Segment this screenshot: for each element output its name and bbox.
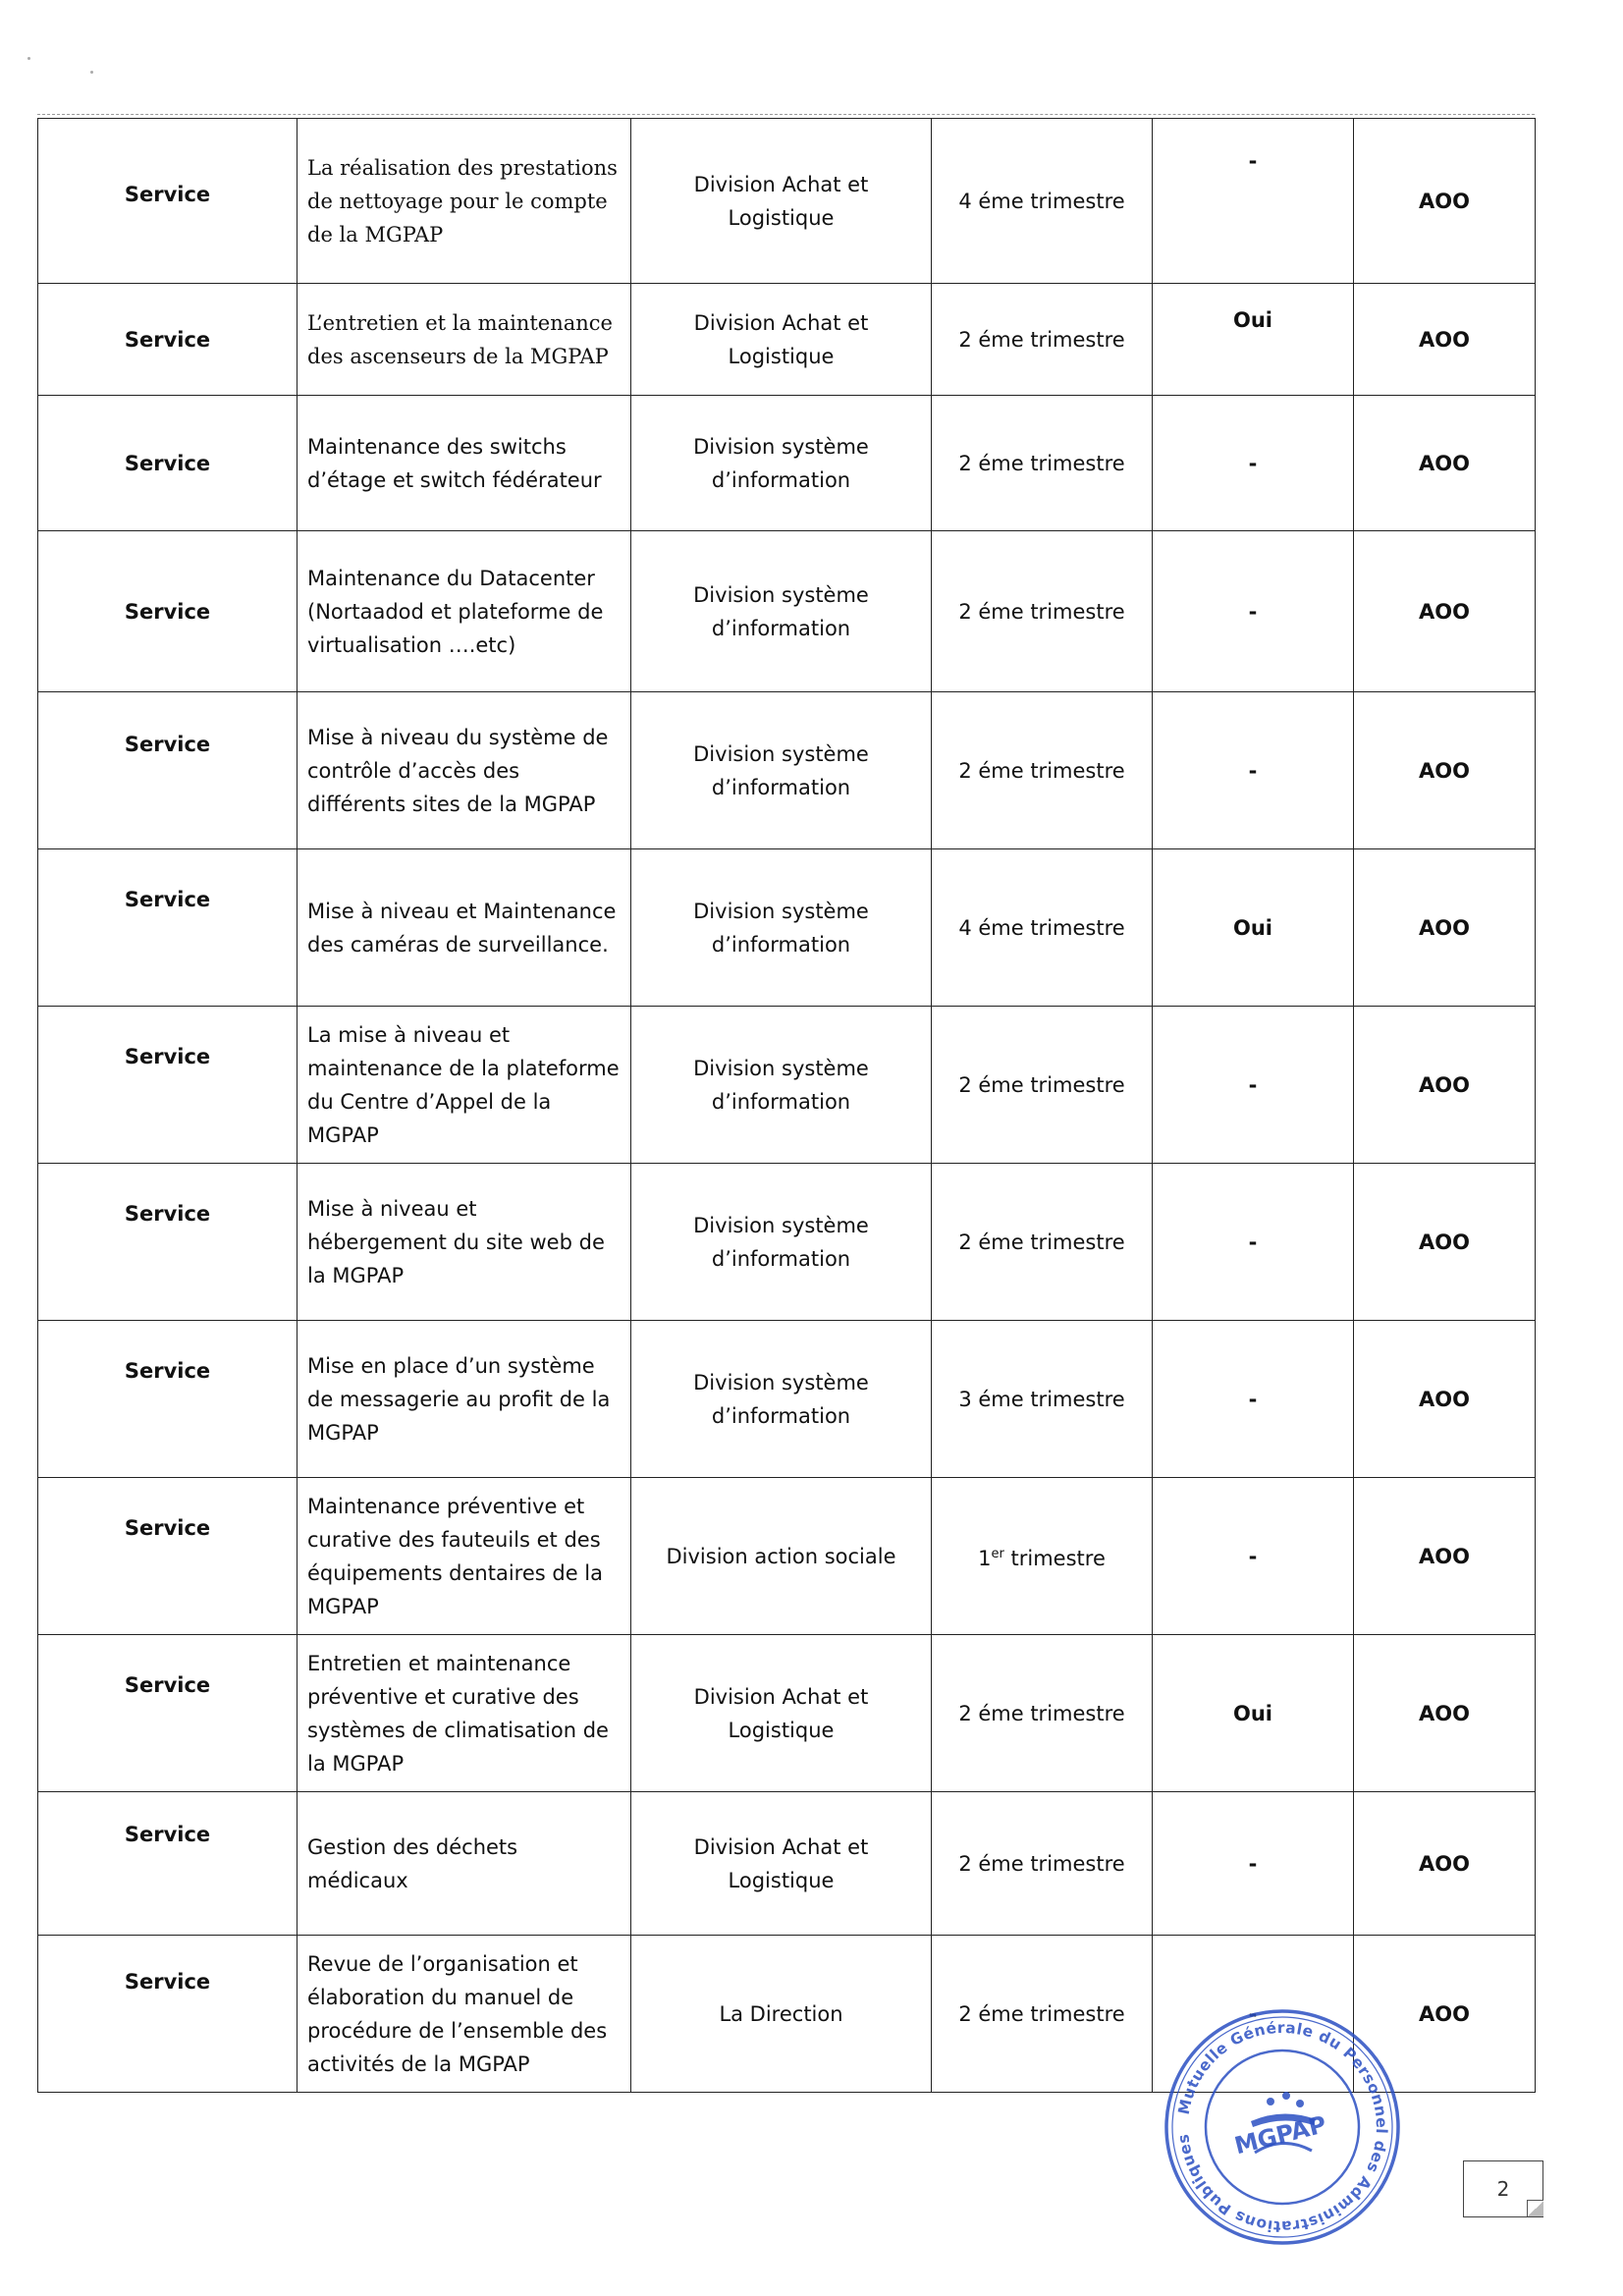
cell-objet: Mise en place d’un système de messagerie au profit de la MGPAP	[298, 1321, 631, 1478]
cell-division: Division système d’information	[631, 692, 932, 849]
periode-text: trimestre	[1003, 1546, 1106, 1570]
cell-periode: 2 éme trimestre	[932, 692, 1153, 849]
table-row	[38, 1792, 1536, 1936]
cell-periode	[932, 1478, 1153, 1635]
table-row	[38, 284, 1536, 396]
cell-reserve: -	[1153, 1792, 1354, 1936]
page-number: 2	[1463, 2160, 1543, 2217]
cell-nature: Service	[38, 396, 298, 531]
cell-objet: Maintenance préventive et curative des fauteuils et des équipements dentaires de la MGPAP	[298, 1478, 631, 1635]
cell-periode: 3 éme trimestre	[932, 1321, 1153, 1478]
cell-reserve: -	[1153, 396, 1354, 531]
cell-division: Division Achat et Logistique	[631, 119, 932, 284]
cell-periode: 2 éme trimestre	[932, 396, 1153, 531]
cell-objet: Mise à niveau et Maintenance des caméras de surveillance.	[298, 849, 631, 1007]
cell-periode: 2 éme trimestre	[932, 1164, 1153, 1321]
cell-nature: Service	[38, 119, 298, 284]
cell-division: Division système d’information	[631, 531, 932, 692]
scan-speck	[27, 57, 30, 60]
cell-objet: La mise à niveau et maintenance de la plateforme du Centre d’Appel de la MGPAP	[298, 1007, 631, 1164]
cell-periode: 2 éme trimestre	[932, 1936, 1153, 2093]
cell-periode: 2 éme trimestre	[932, 1007, 1153, 1164]
cell-division: Division système d’information	[631, 396, 932, 531]
top-rule	[37, 114, 1535, 115]
cell-nature: Service	[38, 1321, 298, 1478]
cell-reserve: -	[1153, 1164, 1354, 1321]
cell-division: Division action sociale	[631, 1478, 932, 1635]
procurement-plan-table	[37, 118, 1536, 2093]
cell-periode: 2 éme trimestre	[932, 531, 1153, 692]
table-row	[38, 849, 1536, 1007]
cell-mode: AOO	[1354, 1936, 1536, 2093]
cell-mode: AOO	[1354, 396, 1536, 531]
cell-mode: AOO	[1354, 1164, 1536, 1321]
cell-reserve: -	[1153, 1478, 1354, 1635]
cell-mode: AOO	[1354, 1635, 1536, 1792]
cell-mode: AOO	[1354, 119, 1536, 284]
cell-nature: Service	[38, 531, 298, 692]
cell-objet: Maintenance des switchs d’étage et switch fédérateur	[298, 396, 631, 531]
cell-mode: AOO	[1354, 1478, 1536, 1635]
cell-periode: 2 éme trimestre	[932, 1635, 1153, 1792]
stamp-seal-icon	[1161, 2005, 1404, 2249]
cell-objet: Gestion des déchets médicaux	[298, 1792, 631, 1936]
cell-mode: AOO	[1354, 1321, 1536, 1478]
cell-objet: Mise à niveau du système de contrôle d’accès des différents sites de la MGPAP	[298, 692, 631, 849]
cell-division: La Direction	[631, 1936, 932, 2093]
table-row	[38, 692, 1536, 849]
cell-objet: Revue de l’organisation et élaboration du manuel de procédure de l’ensemble des activités de la MGPAP	[298, 1936, 631, 2093]
table-row	[38, 1321, 1536, 1478]
cell-objet: Maintenance du Datacenter (Nortaadod et plateforme de virtualisation ….etc)	[298, 531, 631, 692]
cell-mode: AOO	[1354, 1007, 1536, 1164]
stamp-outer-text: Mutuelle Générale du Personnel des Administrations Publiques	[1174, 2018, 1391, 2236]
cell-reserve: Oui	[1153, 1635, 1354, 1792]
cell-nature: Service	[38, 1007, 298, 1164]
cell-mode: AOO	[1354, 284, 1536, 396]
cell-nature: Service	[38, 1478, 298, 1635]
cell-nature: Service	[38, 692, 298, 849]
cell-division: Division Achat et Logistique	[631, 1635, 932, 1792]
cell-division: Division système d’information	[631, 1007, 932, 1164]
table-row	[38, 1007, 1536, 1164]
cell-division: Division Achat et Logistique	[631, 284, 932, 396]
cell-division: Division système d’information	[631, 1321, 932, 1478]
table-row	[38, 119, 1536, 284]
cell-reserve: -	[1153, 1936, 1354, 2093]
cell-nature: Service	[38, 1164, 298, 1321]
table-row	[38, 1635, 1536, 1792]
mgpap-stamp	[1161, 2005, 1404, 2249]
cell-periode: 2 éme trimestre	[932, 284, 1153, 396]
cell-objet: Entretien et maintenance préventive et curative des systèmes de climatisation de la MGPAP	[298, 1635, 631, 1792]
table-row	[38, 1478, 1536, 1635]
scan-speck	[90, 71, 93, 74]
cell-objet: Mise à niveau et hébergement du site web de la MGPAP	[298, 1164, 631, 1321]
cell-mode: AOO	[1354, 531, 1536, 692]
cell-mode: AOO	[1354, 849, 1536, 1007]
periode-number: 1	[978, 1546, 992, 1570]
cell-nature: Service	[38, 849, 298, 1007]
cell-division: Division système d’information	[631, 849, 932, 1007]
cell-nature: Service	[38, 1635, 298, 1792]
cell-division: Division Achat et Logistique	[631, 1792, 932, 1936]
page-corner-fold	[1527, 2200, 1543, 2216]
cell-periode: 4 éme trimestre	[932, 849, 1153, 1007]
table-row	[38, 396, 1536, 531]
cell-periode: 2 éme trimestre	[932, 1792, 1153, 1936]
cell-reserve: Oui	[1153, 849, 1354, 1007]
cell-nature: Service	[38, 1792, 298, 1936]
periode-superscript: er	[991, 1546, 1004, 1561]
cell-reserve: Oui	[1153, 284, 1354, 396]
cell-objet: L’entretien et la maintenance des ascenseurs de la MGPAP	[298, 284, 631, 396]
table-row	[38, 1164, 1536, 1321]
table-row	[38, 531, 1536, 692]
cell-reserve: -	[1153, 692, 1354, 849]
cell-reserve: -	[1153, 531, 1354, 692]
cell-periode: 4 éme trimestre	[932, 119, 1153, 284]
cell-nature: Service	[38, 1936, 298, 2093]
cell-mode: AOO	[1354, 1792, 1536, 1936]
cell-reserve: -	[1153, 1321, 1354, 1478]
cell-mode: AOO	[1354, 692, 1536, 849]
cell-objet: La réalisation des prestations de nettoyage pour le compte de la MGPAP	[298, 119, 631, 284]
cell-reserve: -	[1153, 119, 1354, 284]
cell-division: Division système d’information	[631, 1164, 932, 1321]
stamp-center-text: MGPAP	[1231, 2110, 1329, 2160]
cell-reserve: -	[1153, 1007, 1354, 1164]
cell-nature: Service	[38, 284, 298, 396]
